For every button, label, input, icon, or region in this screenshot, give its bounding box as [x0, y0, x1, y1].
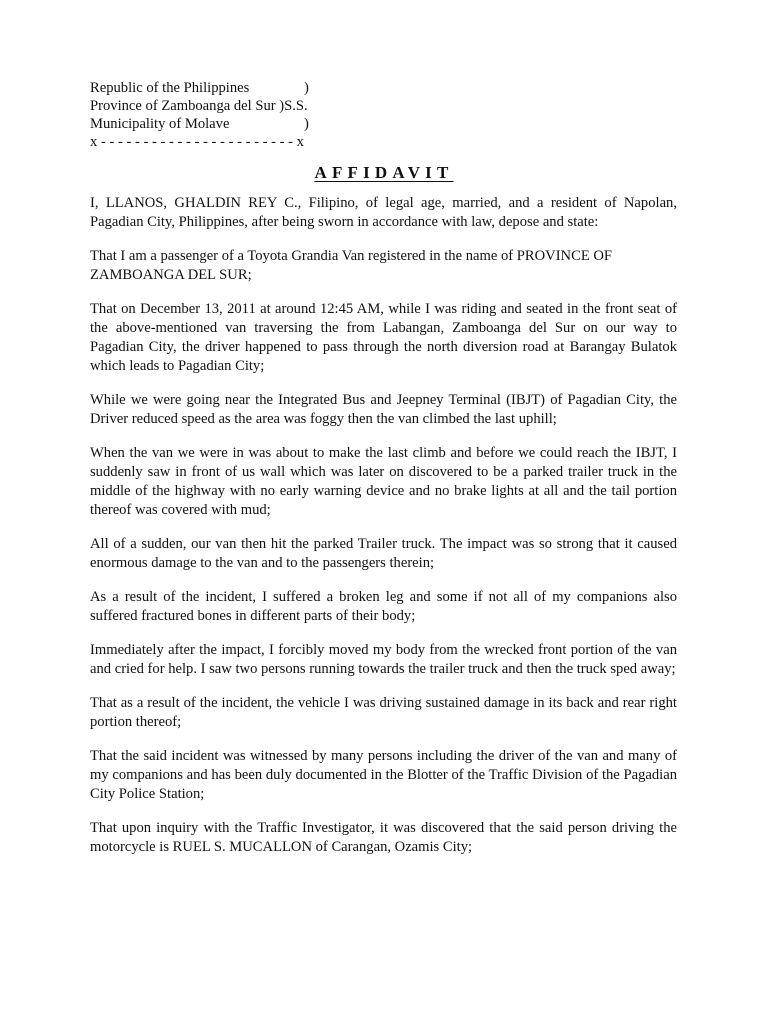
paragraph-after-impact: Immediately after the impact, I forcibly moved my body from the wrecked front portion of the van and cried for help. I saw two persons running towards the trailer truck and then the truck sped away;	[90, 642, 677, 677]
caption-line-republic	[90, 79, 309, 97]
document-title: AFFIDAVIT	[314, 163, 454, 182]
paragraph-parked-truck: When the van we were in was about to make the last climb and before we could reach the IBJT, I suddenly saw in front of us wall which was later on discovered to be a parked trailer truck in the middle of the highway with no early warning device and no brake lights at all and the tail portion thereof was covered with mud;	[90, 445, 677, 518]
paragraph-affiant-intro: I, LLANOS, GHALDIN REY C., Filipino, of legal age, married, and a resident of Napolan, Pagadian City, Philippines, after being sworn in accordance with law, depose and state:	[90, 195, 677, 230]
caption-bracket: )	[304, 116, 309, 132]
paragraph-witnesses: That the said incident was witnessed by many persons including the driver of the van and many of my companions and has been duly documented in the Blotter of the Traffic Division of the Pagadian City Police Station;	[90, 748, 677, 802]
paragraph-passenger: That I am a passenger of a Toyota Grandia Van registered in the name of PROVINCE OF ZAMBOANGA DEL SUR;	[90, 248, 613, 283]
caption-bracket: )	[304, 80, 309, 96]
caption-bracket: )S.S.	[279, 98, 308, 114]
paragraph-impact: All of a sudden, our van then hit the parked Trailer truck. The impact was so strong that it caused enormous damage to the van and to the passengers therein;	[90, 536, 677, 571]
affidavit-body	[90, 194, 677, 872]
paragraph-ibjt-approach: While we were going near the Integrated Bus and Jeepney Terminal (IBJT) of Pagadian City, the Driver reduced speed as the area was foggy then the van climbed the last uphill;	[90, 392, 677, 427]
caption-label: Province of Zamboanga del Sur	[90, 98, 276, 114]
caption-line-province	[90, 97, 309, 115]
venue-caption	[90, 79, 309, 151]
paragraph-date-route: That on December 13, 2011 at around 12:45 AM, while I was riding and seated in the front seat of the above-mentioned van traversing the from Labangan, Zamboanga del Sur on our way to Pagadian City, the driver happened to pass through the north diversion road at Barangay Bulatok which leads to Pagadian City;	[90, 301, 677, 374]
paragraph-vehicle-damage: That as a result of the incident, the vehicle I was driving sustained damage in its back and rear right portion thereof;	[90, 695, 677, 730]
paragraph-investigator: That upon inquiry with the Traffic Investigator, it was discovered that the said person driving the motorcycle is RUEL S. MUCALLON of Carangan, Ozamis City;	[90, 820, 677, 855]
caption-label: Municipality of Molave	[90, 116, 230, 132]
caption-separator: x - - - - - - - - - - - - - - - - - - - - - - - x	[90, 134, 304, 150]
caption-line-municipality	[90, 115, 309, 133]
paragraph-injuries: As a result of the incident, I suffered a broken leg and some if not all of my companions also suffered fractured bones in different parts of their body;	[90, 589, 677, 624]
caption-label: Republic of the Philippines	[90, 80, 250, 96]
